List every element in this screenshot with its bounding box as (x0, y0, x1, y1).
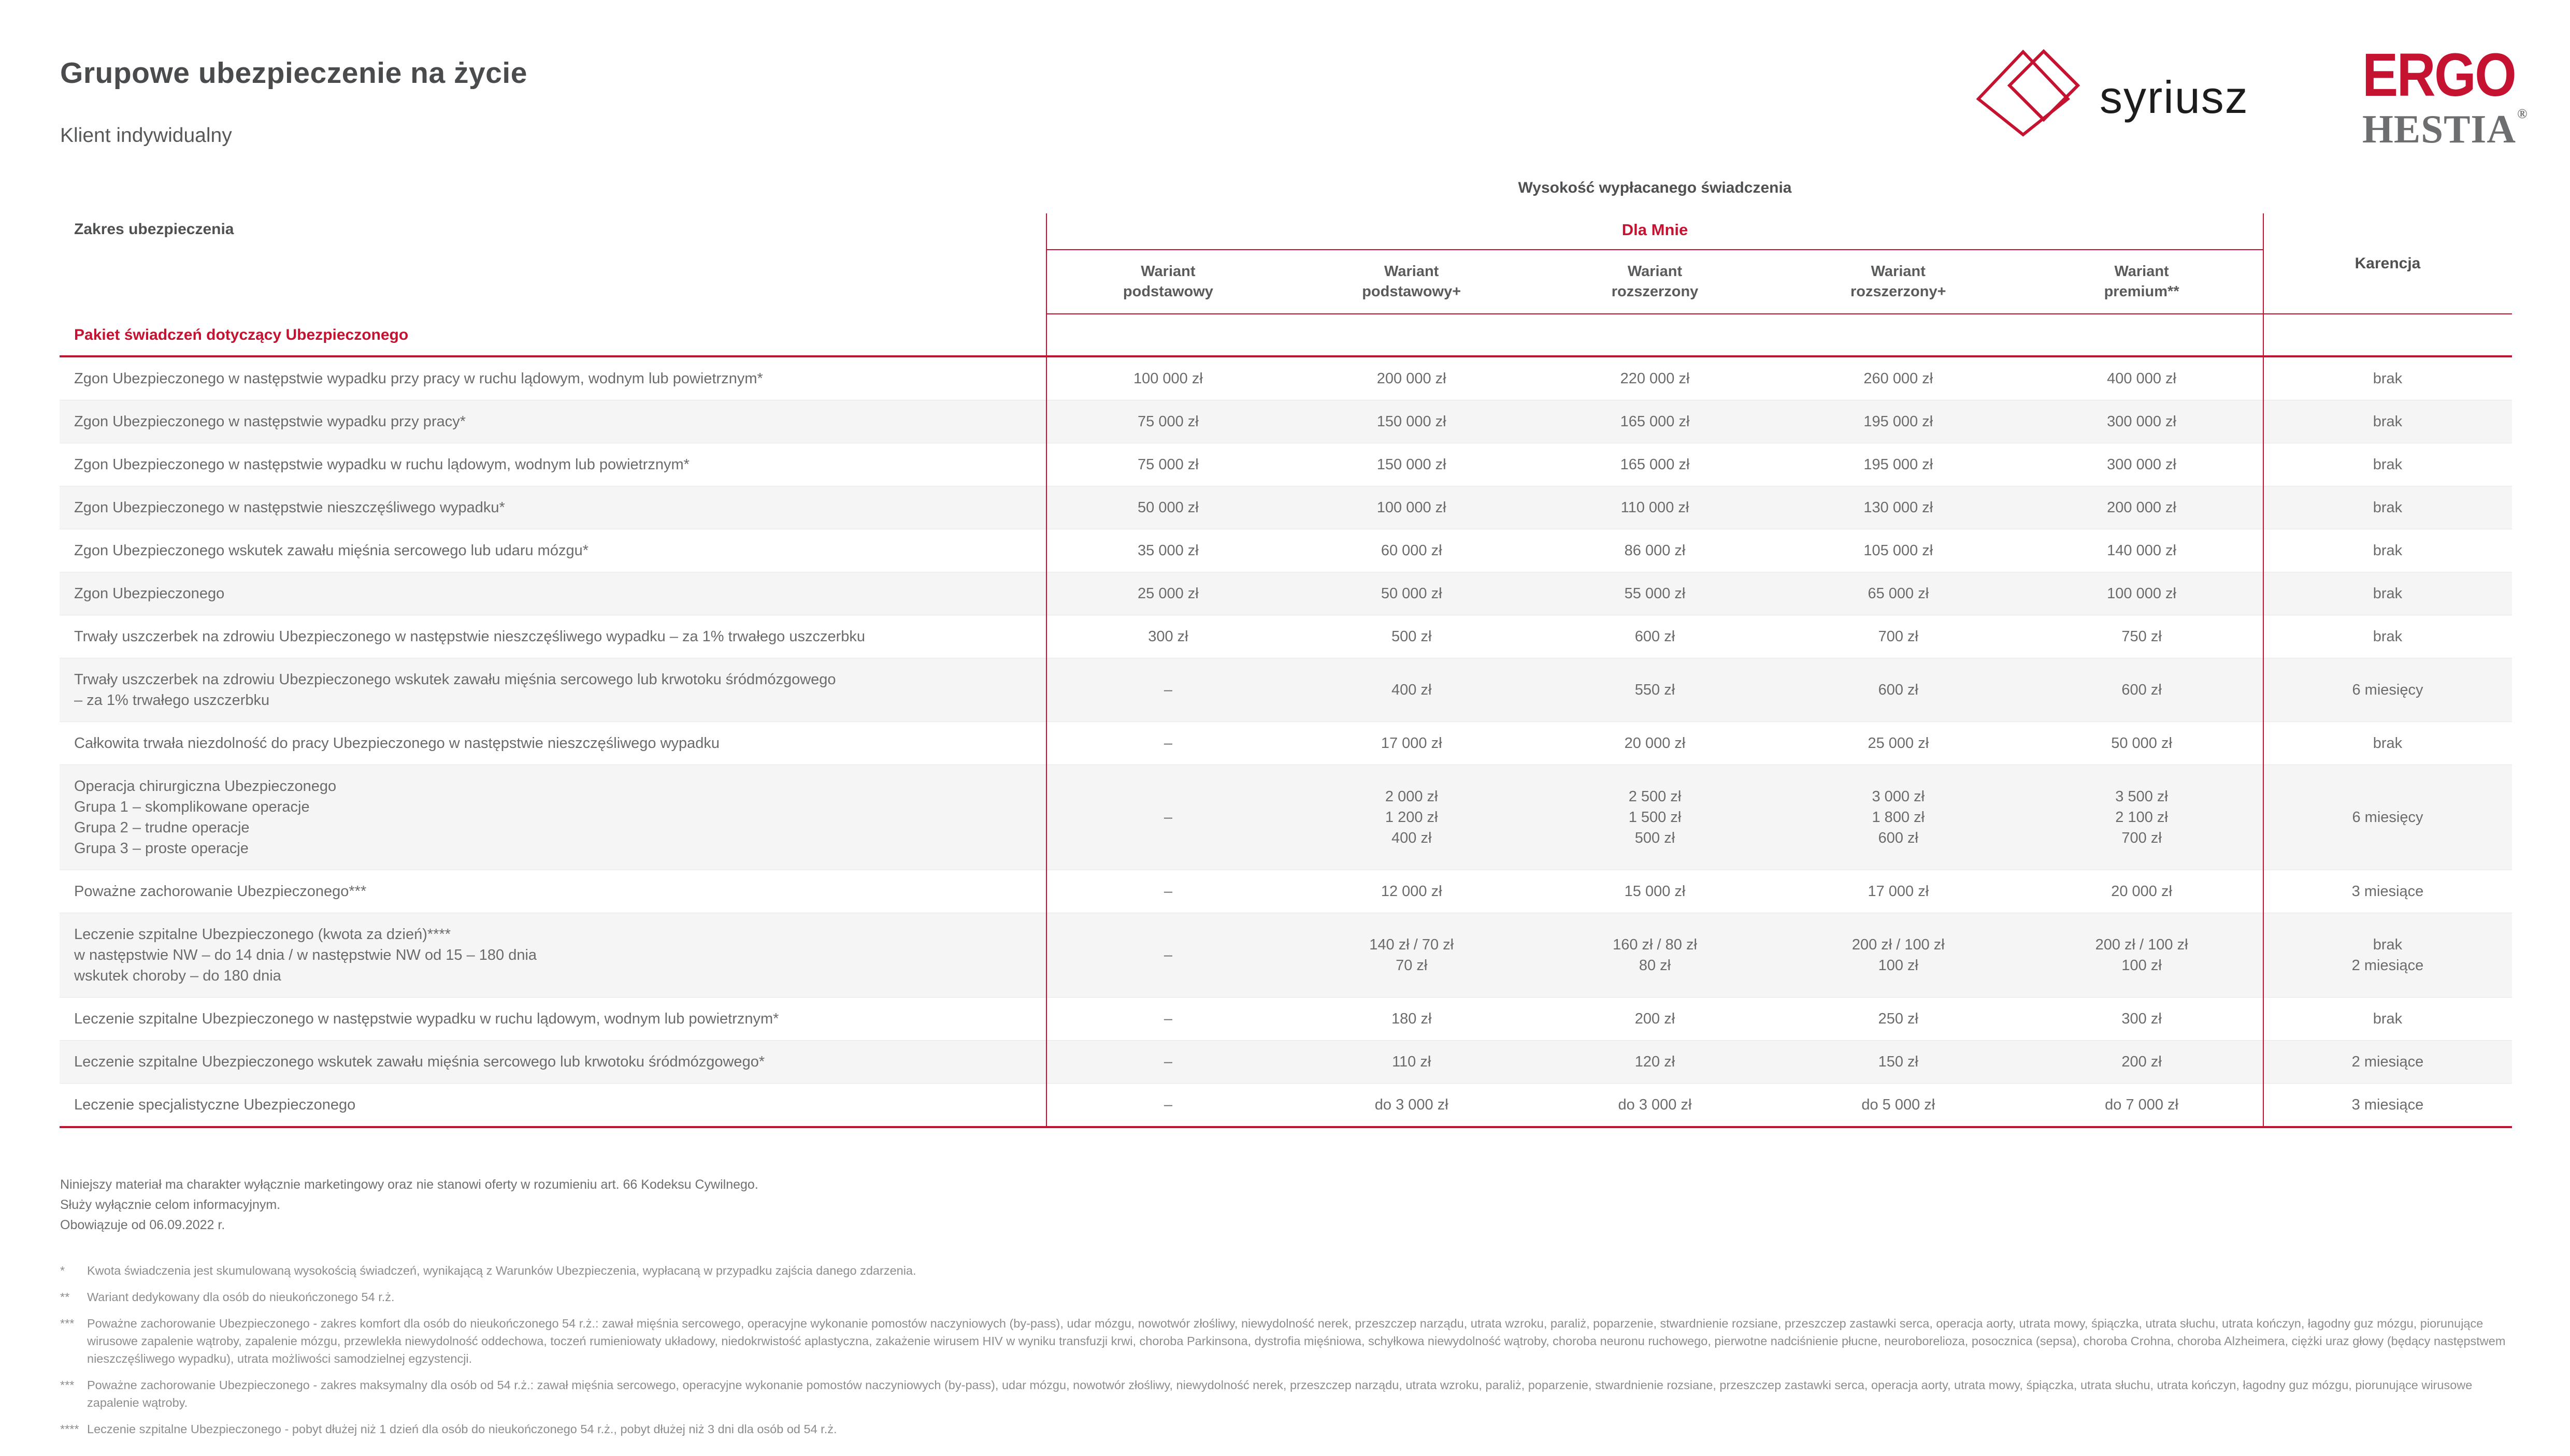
disclaimer-line: Obowiązuje od 06.09.2022 r. (60, 1218, 225, 1232)
table-row (60, 1040, 2512, 1083)
value-cell: 60 000 zł (1381, 542, 1442, 559)
karencja-header: Karencja (2354, 254, 2421, 272)
footnotes (60, 1262, 2512, 1447)
syriusz-logo-text: syriusz (2100, 71, 2249, 123)
disclaimer (60, 1175, 758, 1235)
ergo-logo-word: ERGO (2362, 41, 2516, 109)
table-row (60, 357, 2512, 400)
syriusz-logo (1976, 49, 2249, 138)
value-cell: 150 000 zł (1376, 413, 1446, 430)
row-label: Zgon Ubezpieczonego (74, 585, 225, 602)
value-cell: 150 000 zł (1376, 456, 1446, 473)
row-label: Zgon Ubezpieczonego w następstwie wypadku przy pracy w ruchu lądowym, wodnym lub powietrznym* (74, 370, 763, 387)
karencja-cell: brak (2373, 542, 2403, 559)
variant-header: Wariant premium** (2104, 263, 2179, 300)
karencja-cell: brak (2373, 585, 2403, 602)
value-cell: 50 000 zł (2111, 735, 2172, 752)
variant-header: Wariant rozszerzony+ (1850, 263, 1946, 300)
variant-header: Wariant rozszerzony (1611, 263, 1699, 300)
value-cell: – (1164, 682, 1172, 698)
disclaimer-line: Służy wyłącznie celom informacyjnym. (60, 1198, 281, 1212)
value-cell: 100 000 zł (2107, 585, 2176, 602)
value-cell: 25 000 zł (1868, 735, 1929, 752)
value-cell: 3 000 zł 1 800 zł 600 zł (1872, 788, 1925, 846)
footnote (60, 1262, 2512, 1279)
value-cell: – (1164, 1054, 1172, 1070)
value-cell: 400 zł (1391, 682, 1432, 698)
table-header (60, 177, 2512, 357)
table-row (60, 615, 2512, 658)
karencja-cell: brak 2 miesiące (2351, 936, 2424, 974)
syriusz-logo-icon (1976, 49, 2080, 138)
footnote (60, 1376, 2512, 1411)
row-label: Operacja chirurgiczna Ubezpieczonego Grupa 1 – skomplikowane operacje Grupa 2 – trudne operacje Grupa 3 – proste operacje (74, 778, 337, 857)
value-cell: 250 zł (1878, 1011, 1918, 1027)
value-cell: 220 000 zł (1620, 370, 1690, 387)
karencja-cell: 2 miesiące (2351, 1054, 2424, 1070)
footnote-marker: ** (60, 1290, 70, 1304)
value-cell: 750 zł (2121, 628, 2162, 645)
value-cell: 195 000 zł (1863, 456, 1933, 473)
table-row (60, 572, 2512, 615)
scope-header: Zakres ubezpieczenia (74, 221, 234, 238)
footnote-marker: *** (60, 1378, 75, 1392)
footnote-marker: **** (60, 1422, 79, 1436)
registered-mark: ® (2517, 106, 2528, 122)
value-cell: do 5 000 zł (1861, 1097, 1935, 1113)
value-cell: 110 000 zł (1620, 499, 1689, 516)
row-label: Poważne zachorowanie Ubezpieczonego*** (74, 883, 367, 900)
value-cell: 100 000 zł (1376, 499, 1446, 516)
value-cell: 35 000 zł (1138, 542, 1199, 559)
variant-header-row (1046, 250, 2263, 313)
value-cell: 600 zł (1634, 628, 1675, 645)
footnote-text: Poważne zachorowanie Ubezpieczonego - zakres maksymalny dla osób od 54 r.ż.: zawał mięśnia sercowego, operacyjne wykonanie pomostów naczyniowych (by-pass), udar mózgu, nowotwór złośliwy, niewydolność nerek, przeszczep narządu, utrata wzroku, paraliż, poparzenie, stwardnienie rozsiane, przeszczep zastawki serca, operacja aorty, utrata mowy, śpiączka, utrata słuchu, utrata kończyn, łagodny guz mózgu, piorunujące wirusowe zapalenie wątroby. (87, 1378, 2473, 1409)
value-cell: do 7 000 zł (2105, 1097, 2179, 1113)
ergo-hestia-logo (2362, 41, 2536, 152)
table-row (60, 722, 2512, 765)
value-cell: 86 000 zł (1624, 542, 1686, 559)
row-label: Leczenie specjalistyczne Ubezpieczonego (74, 1097, 356, 1113)
value-cell: 200 zł (2121, 1054, 2162, 1070)
value-cell: – (1164, 809, 1172, 826)
value-cell: 105 000 zł (1863, 542, 1933, 559)
value-cell: 160 zł / 80 zł 80 zł (1613, 936, 1697, 974)
table-row (60, 913, 2512, 997)
karencja-cell: 6 miesięcy (2352, 682, 2423, 698)
value-cell: 500 zł (1391, 628, 1432, 645)
row-label: Zgon Ubezpieczonego w następstwie wypadku przy pracy* (74, 413, 466, 430)
benefits-table (60, 177, 2512, 1128)
karencja-cell: brak (2373, 413, 2403, 430)
value-cell: 200 zł / 100 zł 100 zł (2095, 936, 2188, 974)
row-label: Leczenie szpitalne Ubezpieczonego wskutek zawału mięśnia sercowego lub krwotoku śródmózgowego* (74, 1054, 765, 1070)
table-row (60, 870, 2512, 913)
row-label: Leczenie szpitalne Ubezpieczonego w następstwie wypadku w ruchu lądowym, wodnym lub powietrznym* (74, 1011, 779, 1027)
table-vertical-divider (1046, 213, 1047, 1126)
karencja-cell: brak (2373, 499, 2403, 516)
value-cell: 165 000 zł (1620, 413, 1690, 430)
value-cell: 600 zł (2121, 682, 2162, 698)
footnote-text: Kwota świadczenia jest skumulowaną wysokością świadczeń, wynikającą z Warunków Ubezpieczenia, wypłacaną w przypadku zajścia danego zdarzenia. (87, 1264, 916, 1277)
table-caption: Wysokość wypłacanego świadczenia (1518, 179, 1792, 196)
value-cell: 15 000 zł (1624, 883, 1686, 900)
table-vertical-divider (2263, 213, 2264, 1126)
footnote (60, 1288, 2512, 1306)
section-header: Pakiet świadczeń dotyczący Ubezpieczonego (74, 326, 409, 343)
footnote (60, 1420, 2512, 1438)
value-cell: – (1164, 883, 1172, 900)
karencja-cell: brak (2373, 735, 2403, 752)
value-cell: 3 500 zł 2 100 zł 700 zł (2115, 788, 2168, 846)
value-cell: 120 zł (1634, 1054, 1675, 1070)
table-row (60, 997, 2512, 1040)
variant-header: Wariant podstawowy+ (1362, 263, 1461, 300)
value-cell: – (1164, 947, 1172, 963)
row-label: Zgon Ubezpieczonego w następstwie wypadku w ruchu lądowym, wodnym lub powietrznym* (74, 456, 690, 473)
value-cell: 200 zł (1634, 1011, 1675, 1027)
karencja-cell: brak (2373, 370, 2403, 387)
value-cell: 50 000 zł (1138, 499, 1199, 516)
table-row (60, 658, 2512, 722)
value-cell: 200 000 zł (1376, 370, 1446, 387)
value-cell: 25 000 zł (1138, 585, 1199, 602)
footnote-text: Leczenie szpitalne Ubezpieczonego - pobyt dłużej niż 1 dzień dla osób do nieukończonego 54 r.ż., pobyt dłużej niż 3 dni dla osób od 54 r.ż. (87, 1422, 837, 1436)
value-cell: 130 000 zł (1863, 499, 1933, 516)
value-cell: 20 000 zł (2111, 883, 2172, 900)
table-row (60, 486, 2512, 529)
value-cell: 300 000 zł (2107, 456, 2176, 473)
footnote-marker: *** (60, 1317, 75, 1330)
value-cell: 195 000 zł (1863, 413, 1933, 430)
value-cell: do 3 000 zł (1618, 1097, 1692, 1113)
karencja-cell: 3 miesiące (2351, 1097, 2424, 1113)
value-cell: 400 000 zł (2107, 370, 2176, 387)
table-divider (1046, 313, 2512, 314)
value-cell: 55 000 zł (1624, 585, 1686, 602)
table-row (60, 443, 2512, 486)
footnote-marker: * (60, 1264, 65, 1277)
value-cell: 300 zł (2121, 1011, 2162, 1027)
row-label: Całkowita trwała niezdolność do pracy Ubezpieczonego w następstwie nieszczęśliwego wypadku (74, 735, 720, 752)
value-cell: 100 000 zł (1133, 370, 1203, 387)
row-label: Trwały uszczerbek na zdrowiu Ubezpieczonego wskutek zawału mięśnia sercowego lub krwotoku śródmózgowego – za 1% trwałego uszczerbku (74, 671, 836, 709)
value-cell: 300 000 zł (2107, 413, 2176, 430)
value-cell: 75 000 zł (1138, 413, 1199, 430)
value-cell: 700 zł (1878, 628, 1918, 645)
value-cell: 12 000 zł (1381, 883, 1442, 900)
footnote (60, 1315, 2512, 1367)
value-cell: 300 zł (1148, 628, 1188, 645)
value-cell: 50 000 zł (1381, 585, 1442, 602)
table-row (60, 529, 2512, 572)
value-cell: 200 zł / 100 zł 100 zł (1851, 936, 1945, 974)
value-cell: 2 500 zł 1 500 zł 500 zł (1628, 788, 1682, 846)
variant-header: Wariant podstawowy (1123, 263, 1213, 300)
karencja-cell: 6 miesięcy (2352, 809, 2423, 826)
value-cell: 20 000 zł (1624, 735, 1686, 752)
table-row (60, 400, 2512, 443)
table-divider (1046, 249, 2263, 250)
row-label: Zgon Ubezpieczonego wskutek zawału mięśnia sercowego lub udaru mózgu* (74, 542, 588, 559)
row-label: Leczenie szpitalne Ubezpieczonego (kwota za dzień)**** w następstwie NW – do 14 dnia / w następstwie NW od 15 – 180 dnia wskutek choroby – do 180 dnia (74, 926, 537, 984)
value-cell: 110 zł (1392, 1054, 1431, 1070)
value-cell: – (1164, 1097, 1172, 1113)
footnote-text: Wariant dedykowany dla osób do nieukończonego 54 r.ż. (87, 1290, 395, 1304)
table-row (60, 1083, 2512, 1126)
page-subtitle: Klient indywidualny (60, 124, 232, 147)
footnote-text: Poważne zachorowanie Ubezpieczonego - zakres komfort dla osób do nieukończonego 54 r.ż.: zawał mięśnia sercowego, operacyjne wykonanie pomostów naczyniowych (by-pass), udar mózgu, nowotwór złośliwy, niewydolność nerek, przeszczep narządu, utrata wzroku, paraliż, poparzenie, stwardnienie rozsiane, przeszczep zastawki serca, operacja aorty, utrata mowy, śpiączka, utrata słuchu, utrata kończyn, łagodny guz mózgu, piorunujące wirusowe zapalenie wątroby, zapalenie mózgu, przewlekła niewydolność oddechowa, toczeń rumieniowaty układowy, niedokrwistość aplastyczna, zakażenie wirusem HIV w wyniku transfuzji krwi, choroba Parkinsona, dystrofia mięśniowa, schyłkowa niewydolność wątroby, choroba neuronu ruchowego, pierwotne nadciśnienie płucne, neuroborelioza, posocznica (sepsa), choroba Crohna, choroba Alzheimera, ciężki uraz głowy (będący następstwem nieszczęśliwego wypadku), utrata możliwości samodzielnej egzystencji. (87, 1317, 2506, 1365)
value-cell: 140 000 zł (2107, 542, 2176, 559)
page-title: Grupowe ubezpieczenie na życie (60, 56, 527, 90)
value-cell: 17 000 zł (1868, 883, 1929, 900)
value-cell: 165 000 zł (1620, 456, 1690, 473)
value-cell: 550 zł (1634, 682, 1675, 698)
row-label: Zgon Ubezpieczonego w następstwie nieszczęśliwego wypadku* (74, 499, 505, 516)
row-label: Trwały uszczerbek na zdrowiu Ubezpieczonego w następstwie nieszczęśliwego wypadku – za 1% trwałego uszczerbku (74, 628, 865, 645)
karencja-cell: brak (2373, 628, 2403, 645)
karencja-cell: brak (2373, 456, 2403, 473)
value-cell: 17 000 zł (1381, 735, 1442, 752)
table-body (60, 357, 2512, 1126)
karencja-cell: brak (2373, 1011, 2403, 1027)
disclaimer-line: Niniejszy materiał ma charakter wyłącznie marketingowy oraz nie stanowi oferty w rozumieniu art. 66 Kodeksu Cywilnego. (60, 1177, 758, 1192)
value-cell: do 3 000 zł (1374, 1097, 1448, 1113)
value-cell: 150 zł (1878, 1054, 1918, 1070)
table-row (60, 765, 2512, 870)
value-cell: 180 zł (1391, 1011, 1432, 1027)
hestia-logo-word: HESTIA® (2362, 106, 2528, 152)
value-cell: 260 000 zł (1863, 370, 1933, 387)
value-cell: 140 zł / 70 zł 70 zł (1369, 936, 1454, 974)
value-cell: – (1164, 1011, 1172, 1027)
group-header-dla-mnie: Dla Mnie (1621, 221, 1688, 239)
value-cell: 200 000 zł (2107, 499, 2176, 516)
value-cell: 75 000 zł (1138, 456, 1199, 473)
karencja-cell: 3 miesiące (2351, 883, 2424, 900)
value-cell: 600 zł (1878, 682, 1918, 698)
value-cell: – (1164, 735, 1172, 752)
value-cell: 2 000 zł 1 200 zł 400 zł (1385, 788, 1438, 846)
value-cell: 65 000 zł (1868, 585, 1929, 602)
